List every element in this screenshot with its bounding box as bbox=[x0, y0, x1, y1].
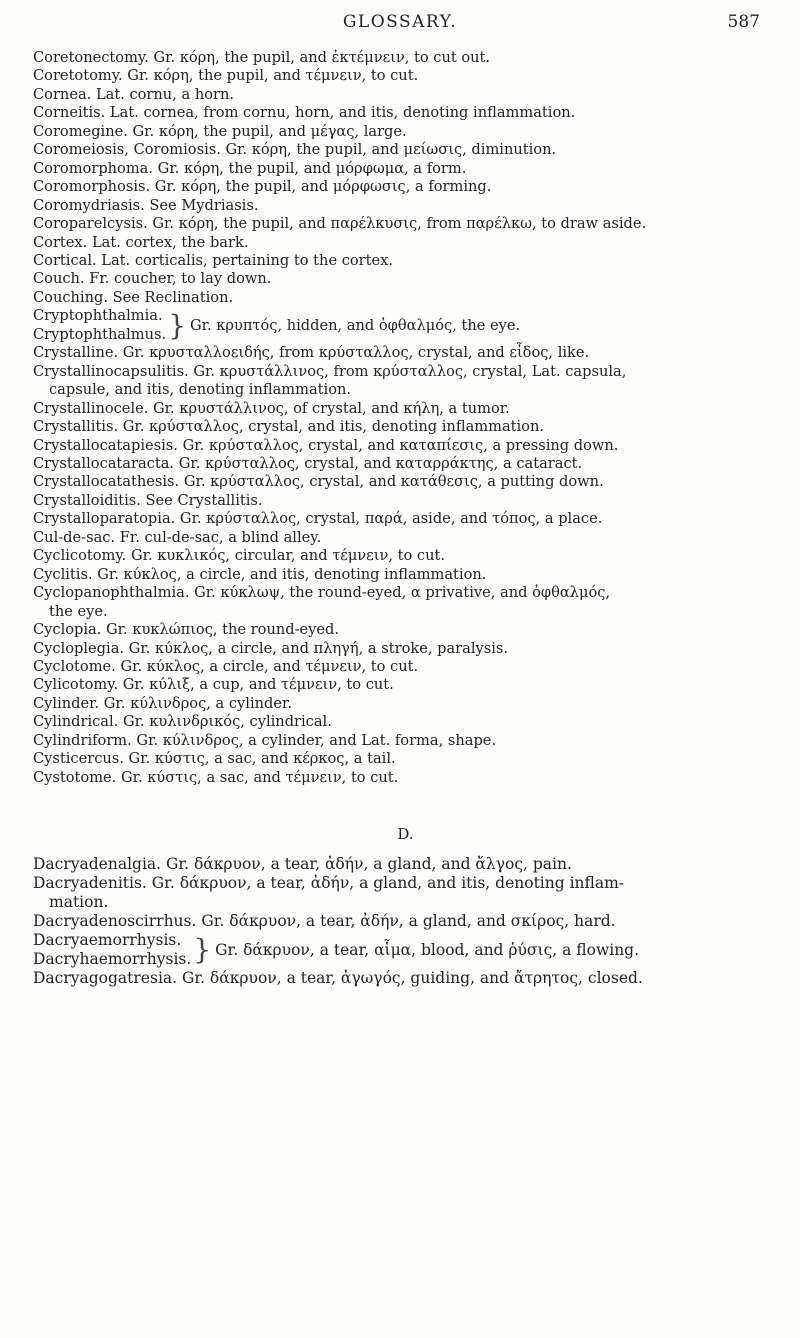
braced-term: Cryptophthalmia. bbox=[33, 307, 163, 325]
section-c-block-4 bbox=[33, 621, 778, 787]
glossary-entry: Crystallinocele. Gr. κρυστάλλινος, of crystal, and κήλη, a tumor. bbox=[33, 399, 510, 417]
braced-entry-dacryaemorrhysis bbox=[33, 931, 778, 969]
braced-definition: Gr. δάκρυον, a tear, αἷμα, blood, and ῥύσις, a flowing. bbox=[215, 940, 640, 959]
glossary-entry-dacryadenitis bbox=[33, 874, 778, 912]
glossary-entry: Cycloplegia. Gr. κύκλος, a circle, and πληγή, a stroke, paralysis. bbox=[33, 639, 509, 657]
braced-term: Dacryhaemorrhysis. bbox=[33, 950, 192, 969]
glossary-entry: Coretotomy. Gr. κόρη, the pupil, and τέμνειν, to cut. bbox=[33, 67, 419, 85]
glossary-entry: Dacryagogatresia. Gr. δάκρυον, a tear, ἀγωγός, guiding, and ἄτρητος, closed. bbox=[33, 969, 643, 988]
glossary-entry: Coretonectomy. Gr. κόρη, the pupil, and ἐκτέμνειν, to cut out. bbox=[33, 49, 491, 66]
glossary-entry: Coromegine. Gr. κόρη, the pupil, and μέγας, large. bbox=[33, 122, 407, 140]
section-c-block-3 bbox=[33, 400, 778, 585]
glossary-entry: Cystotome. Gr. κύστις, a sac, and τέμνειν, to cut. bbox=[33, 768, 399, 786]
glossary-entry: Cyclicotomy. Gr. κυκλικός, circular, and τέμνειν, to cut. bbox=[33, 547, 445, 565]
glossary-entry: Coroparelcysis. Gr. κόρη, the pupil, and παρέλκυσις, from παρέλκω, to draw aside. bbox=[33, 215, 647, 233]
glossary-entry: Crystallocatathesis. Gr. κρύσταλλος, crystal, and κατάθεσις, a putting down. bbox=[33, 473, 604, 491]
brace-glyph: } bbox=[193, 933, 212, 967]
braced-entry-cryptophthalmia bbox=[33, 307, 778, 344]
braced-term: Cryptophthalmus. bbox=[33, 325, 167, 343]
glossary-entry: Cyclotome. Gr. κύκλος, a circle, and τέμνειν, to cut. bbox=[33, 657, 419, 675]
braced-term: Dacryaemorrhysis. bbox=[33, 931, 182, 950]
section-d-entries bbox=[33, 855, 778, 988]
glossary-entry: Cyclitis. Gr. κύκλος, a circle, and itis, denoting inflammation. bbox=[33, 565, 487, 583]
glossary-entry-cyclopanophthalmia bbox=[33, 584, 778, 621]
glossary-entry: Crystalloparatopia. Gr. κρύσταλλος, crystal, παρά, aside, and τόπος, a place. bbox=[33, 510, 603, 528]
entry-line: Dacryadenitis. Gr. δάκρυον, a tear, ἀδήν, a gland, and itis, denoting inflam- bbox=[33, 874, 625, 893]
glossary-entry: Cylindriform. Gr. κύλινδρος, a cylinder, and Lat. forma, shape. bbox=[33, 731, 497, 749]
section-c-block-1 bbox=[33, 49, 778, 307]
entry-continuation: mation. bbox=[49, 893, 109, 912]
glossary-entry: Dacryadenalgia. Gr. δάκρυον, a tear, ἀδήν, a gland, and ἄλγος, pain. bbox=[33, 855, 572, 874]
glossary-entry: Crystalloiditis. See Crystallitis. bbox=[33, 491, 263, 509]
entry-line: Crystallinocapsulitis. Gr. κρυστάλλινος, from κρύσταλλος, crystal, Lat. capsula, bbox=[33, 362, 627, 380]
glossary-entry-crystallinocapsulitis bbox=[33, 363, 778, 400]
glossary-entry: Coromydriasis. See Mydriasis. bbox=[33, 196, 259, 214]
glossary-entry: Cortical. Lat. corticalis, pertaining to the cortex. bbox=[33, 251, 394, 269]
braced-terms bbox=[33, 307, 166, 344]
glossary-entry: Coromorphosis. Gr. κόρη, the pupil, and μόρφωσις, a forming. bbox=[33, 178, 492, 196]
glossary-entries bbox=[33, 49, 778, 988]
glossary-entry: Cylindrical. Gr. κυλινδρικός, cylindrical. bbox=[33, 713, 332, 731]
entry-continuation: the eye. bbox=[49, 602, 108, 620]
entry-line: Cyclopanophthalmia. Gr. κύκλωψ, the round-eyed, α privative, and ὀφθαλμός, bbox=[33, 584, 611, 602]
glossary-entry: Cylicotomy. Gr. κύλιξ, a cup, and τέμνειν, to cut. bbox=[33, 676, 394, 694]
glossary-entry: Cornea. Lat. cornu, a horn. bbox=[33, 85, 235, 103]
glossary-entry: Cysticercus. Gr. κύστις, a sac, and κέρκος, a tail. bbox=[33, 750, 396, 768]
glossary-entry: Coromeiosis, Coromiosis. Gr. κόρη, the pupil, and μείωσις, diminution. bbox=[33, 141, 557, 159]
glossary-entry: Crystallitis. Gr. κρύσταλλος, crystal, and itis, denoting inflammation. bbox=[33, 418, 545, 436]
glossary-entry: Dacryadenoscirrhus. Gr. δάκρυον, a tear, ἀδήν, a gland, and σκίρος, hard. bbox=[33, 912, 616, 931]
glossary-entry: Cortex. Lat. cortex, the bark. bbox=[33, 233, 249, 251]
glossary-entry: Cul-de-sac. Fr. cul-de-sac, a blind alley. bbox=[33, 528, 322, 546]
glossary-entry: Couch. Fr. coucher, to lay down. bbox=[33, 270, 272, 288]
glossary-entry: Crystalline. Gr. κρυσταλλοειδής, from κρύσταλλος, crystal, and εἶδος, like. bbox=[33, 344, 590, 362]
braced-definition: Gr. κρυπτός, hidden, and ὀφθαλμός, the eye. bbox=[189, 316, 521, 334]
section-heading-d: D. bbox=[397, 825, 414, 844]
page-number: 587 bbox=[727, 12, 760, 32]
running-title: GLOSSARY. bbox=[342, 12, 458, 32]
entry-continuation: capsule, and itis, denoting inflammation. bbox=[49, 381, 352, 399]
braced-terms bbox=[33, 931, 191, 969]
glossary-entry: Crystallocataracta. Gr. κρύσταλλος, crystal, and καταρράκτης, a cataract. bbox=[33, 454, 583, 472]
glossary-entry: Couching. See Reclination. bbox=[33, 288, 234, 306]
glossary-entry: Corneitis. Lat. cornea, from cornu, horn, and itis, denoting inflammation. bbox=[33, 104, 576, 122]
glossary-entry: Cyclopia. Gr. κυκλώπιος, the round-eyed. bbox=[33, 621, 340, 639]
brace-glyph: } bbox=[168, 308, 186, 342]
glossary-entry: Cylinder. Gr. κύλινδρος, a cylinder. bbox=[33, 694, 293, 712]
page-header bbox=[0, 12, 800, 36]
glossary-entry: Coromorphoma. Gr. κόρη, the pupil, and μόρφωμα, a form. bbox=[33, 159, 467, 177]
glossary-entry: Crystallocatapiesis. Gr. κρύσταλλος, crystal, and καταπίεσις, a pressing down. bbox=[33, 436, 619, 454]
